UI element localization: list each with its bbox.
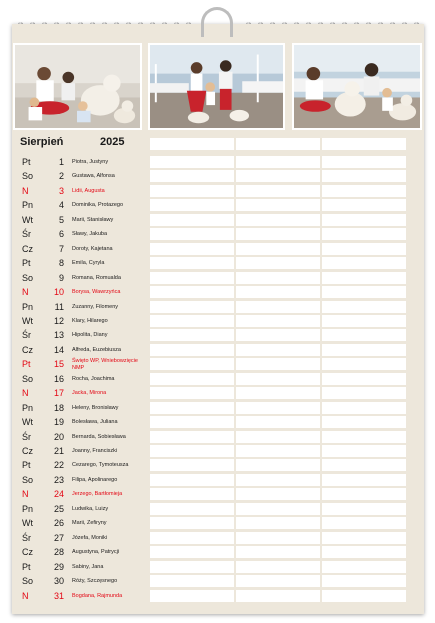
weekday-label: Pn xyxy=(22,200,34,211)
note-cell[interactable] xyxy=(236,546,320,558)
note-cell[interactable] xyxy=(236,488,320,500)
note-cell[interactable] xyxy=(150,138,234,150)
note-cell[interactable] xyxy=(150,387,234,399)
note-cell[interactable] xyxy=(322,272,406,284)
day-number: 3 xyxy=(58,185,64,196)
note-cell[interactable] xyxy=(236,416,320,428)
day-row xyxy=(0,589,148,603)
day-number: 24 xyxy=(53,489,64,500)
day-number: 14 xyxy=(53,344,64,355)
note-cell[interactable] xyxy=(236,344,320,356)
note-cell[interactable] xyxy=(322,170,406,182)
note-cell[interactable] xyxy=(322,329,406,341)
name-day-label: Filipa, Apolinarego xyxy=(72,476,118,483)
day-row xyxy=(0,285,148,299)
day-number: 16 xyxy=(53,373,64,384)
note-cell[interactable] xyxy=(322,373,406,385)
name-day-label: Heleny, Bronisławy xyxy=(72,404,119,411)
note-cell[interactable] xyxy=(322,431,406,443)
note-cell[interactable] xyxy=(236,358,320,370)
note-cell[interactable] xyxy=(322,315,406,327)
note-cell[interactable] xyxy=(150,170,234,182)
day-row xyxy=(0,242,148,256)
note-cell[interactable] xyxy=(150,301,234,313)
day-number: 13 xyxy=(53,330,64,341)
day-number: 25 xyxy=(53,503,64,514)
note-cell[interactable] xyxy=(322,185,406,197)
note-cell[interactable] xyxy=(322,243,406,255)
note-cell[interactable] xyxy=(236,575,320,587)
day-number: 19 xyxy=(53,417,64,428)
note-cell[interactable] xyxy=(322,590,406,602)
weekday-label: Śr xyxy=(22,532,31,543)
name-day-label: Augustyna, Patrycji xyxy=(72,549,120,556)
note-cell[interactable] xyxy=(150,329,234,341)
note-cell[interactable] xyxy=(322,344,406,356)
note-cell[interactable] xyxy=(236,286,320,298)
note-cell[interactable] xyxy=(236,156,320,168)
day-row xyxy=(0,502,148,516)
name-day-label: Bernarda, Sobiesława xyxy=(72,433,126,440)
day-number: 17 xyxy=(53,388,64,399)
weekday-label: N xyxy=(22,489,29,500)
note-cell[interactable] xyxy=(236,590,320,602)
note-cell[interactable] xyxy=(322,503,406,515)
day-row xyxy=(0,328,148,342)
note-cell[interactable] xyxy=(150,546,234,558)
note-cell[interactable] xyxy=(322,214,406,226)
note-cell[interactable] xyxy=(322,257,406,269)
note-cell[interactable] xyxy=(150,517,234,529)
weekday-label: Śr xyxy=(22,330,31,341)
weekday-label: Cz xyxy=(22,344,33,355)
note-cell[interactable] xyxy=(236,243,320,255)
day-number: 5 xyxy=(58,214,64,225)
note-cell[interactable] xyxy=(150,156,234,168)
note-cell[interactable] xyxy=(150,488,234,500)
name-day-label: Klary, Hilarego xyxy=(72,317,108,324)
day-row xyxy=(0,198,148,212)
note-cell[interactable] xyxy=(150,575,234,587)
note-cell[interactable] xyxy=(150,315,234,327)
name-day-label: Jerzego, Bartłomieja xyxy=(72,491,123,498)
note-cell[interactable] xyxy=(322,402,406,414)
weekday-label: Śr xyxy=(22,431,31,442)
day-row xyxy=(0,444,148,458)
note-cell[interactable] xyxy=(236,329,320,341)
note-cell[interactable] xyxy=(150,286,234,298)
weekday-label: Cz xyxy=(22,547,33,558)
name-day-label: Róży, Szczęsnego xyxy=(72,578,118,585)
day-number: 2 xyxy=(58,171,64,182)
note-cell[interactable] xyxy=(322,459,406,471)
note-cell[interactable] xyxy=(150,243,234,255)
day-row xyxy=(0,401,148,415)
day-number: 7 xyxy=(58,243,64,254)
name-day-label: Sławy, Jakuba xyxy=(72,231,108,238)
day-number: 26 xyxy=(53,518,64,529)
note-cell[interactable] xyxy=(322,156,406,168)
day-row xyxy=(0,314,148,328)
day-row xyxy=(0,213,148,227)
name-day-label: Józefa, Moniki xyxy=(72,534,108,541)
note-cell[interactable] xyxy=(236,185,320,197)
note-cell[interactable] xyxy=(236,170,320,182)
note-cell[interactable] xyxy=(150,503,234,515)
note-cell[interactable] xyxy=(150,402,234,414)
note-cell[interactable] xyxy=(236,459,320,471)
day-row xyxy=(0,458,148,472)
weekday-label: N xyxy=(22,287,29,298)
day-row xyxy=(0,516,148,530)
day-row xyxy=(0,415,148,429)
note-cell[interactable] xyxy=(322,546,406,558)
weekday-label: Śr xyxy=(22,229,31,240)
day-row xyxy=(0,357,148,371)
day-number: 1 xyxy=(58,157,64,167)
note-cell[interactable] xyxy=(236,532,320,544)
note-cell[interactable] xyxy=(236,373,320,385)
weekday-label: Cz xyxy=(22,243,33,254)
day-number: 28 xyxy=(53,547,64,558)
day-number: 6 xyxy=(58,229,64,240)
name-day-label: Rocha, Joachima xyxy=(72,375,115,382)
day-row xyxy=(0,184,148,198)
name-day-label: Zuzanny, Filomeny xyxy=(72,303,119,310)
weekday-label: So xyxy=(22,576,34,587)
name-day-label: Marii, Stanisławy xyxy=(72,216,114,223)
note-cell[interactable] xyxy=(322,517,406,529)
weekday-label: Pn xyxy=(22,402,34,413)
note-cell[interactable] xyxy=(236,561,320,573)
note-cell[interactable] xyxy=(236,517,320,529)
weekday-label: So xyxy=(22,373,34,384)
year-title: 2025 xyxy=(100,136,125,148)
note-cell[interactable] xyxy=(322,416,406,428)
note-cell[interactable] xyxy=(322,532,406,544)
note-cell[interactable] xyxy=(150,185,234,197)
note-cell[interactable] xyxy=(150,214,234,226)
note-cell[interactable] xyxy=(322,561,406,573)
name-day-label: Jacka, Mirona xyxy=(72,390,107,397)
note-cell[interactable] xyxy=(150,373,234,385)
note-cell[interactable] xyxy=(150,416,234,428)
note-cell[interactable] xyxy=(150,199,234,211)
name-day-label: Bogdana, Rajmunda xyxy=(72,592,123,599)
weekday-label: Cz xyxy=(22,446,33,456)
name-day-label: Ludwika, Luizy xyxy=(72,505,109,512)
weekday-label: N xyxy=(22,590,29,601)
day-number: 20 xyxy=(53,431,64,442)
name-day-label: Emila, Cyryla xyxy=(72,260,105,267)
day-row xyxy=(0,227,148,241)
note-cell[interactable] xyxy=(150,445,234,457)
note-cell[interactable] xyxy=(322,488,406,500)
weekday-label: Pt xyxy=(22,258,31,269)
day-row xyxy=(0,386,148,400)
note-cell[interactable] xyxy=(322,199,406,211)
name-day-label: Doroty, Kajetana xyxy=(72,245,113,252)
note-cell[interactable] xyxy=(236,138,320,150)
day-number: 23 xyxy=(53,474,64,485)
day-number: 11 xyxy=(54,301,64,312)
weekday-label: Pn xyxy=(22,301,34,312)
note-cell[interactable] xyxy=(150,228,234,240)
day-number: 27 xyxy=(53,532,64,543)
note-cell[interactable] xyxy=(150,459,234,471)
name-day-label: Romana, Romualda xyxy=(72,274,121,281)
day-row xyxy=(0,169,148,183)
note-cell[interactable] xyxy=(150,344,234,356)
note-cell[interactable] xyxy=(236,257,320,269)
day-number: 10 xyxy=(53,287,64,298)
day-number: 12 xyxy=(53,315,64,326)
note-cell[interactable] xyxy=(150,358,234,370)
note-cell[interactable] xyxy=(322,138,406,150)
name-day-label: Hipolita, Diany xyxy=(72,332,108,339)
weekday-label: N xyxy=(22,185,29,196)
weekday-label: Wt xyxy=(22,417,33,428)
day-row xyxy=(0,343,148,357)
day-number: 9 xyxy=(58,272,64,283)
weekday-label: Pt xyxy=(22,157,31,167)
note-cell[interactable] xyxy=(322,228,406,240)
note-cell[interactable] xyxy=(322,387,406,399)
weekday-label: So xyxy=(22,171,34,182)
name-day-label: Dominika, Protazego xyxy=(72,202,124,209)
note-cell[interactable] xyxy=(150,431,234,443)
month-title: Sierpień xyxy=(20,136,64,148)
day-row xyxy=(0,473,148,487)
note-cell[interactable] xyxy=(322,301,406,313)
note-cell[interactable] xyxy=(150,590,234,602)
note-cell[interactable] xyxy=(322,445,406,457)
day-row xyxy=(0,155,148,169)
note-cell[interactable] xyxy=(150,257,234,269)
day-row xyxy=(0,531,148,545)
name-day-label: Piotra, Justyny xyxy=(72,159,109,165)
note-cell[interactable] xyxy=(322,286,406,298)
note-cell[interactable] xyxy=(322,474,406,486)
day-row xyxy=(0,574,148,588)
name-day-label: Joanny, Franciszki xyxy=(72,448,118,454)
note-cell[interactable] xyxy=(236,431,320,443)
note-cell[interactable] xyxy=(150,532,234,544)
note-cell[interactable] xyxy=(236,199,320,211)
day-number: 15 xyxy=(53,359,64,370)
note-cell[interactable] xyxy=(236,272,320,284)
weekday-label: So xyxy=(22,272,34,283)
day-number: 18 xyxy=(53,402,64,413)
note-cell[interactable] xyxy=(236,503,320,515)
day-number: 8 xyxy=(58,258,64,269)
name-day-label: Marii, Zefiryny xyxy=(72,520,107,527)
note-cell[interactable] xyxy=(150,272,234,284)
name-day-label: Alfreda, Euzebiusza xyxy=(72,346,121,353)
day-row xyxy=(0,560,148,574)
weekday-label: Pt xyxy=(22,561,31,572)
weekday-label: Pt xyxy=(22,359,31,370)
day-number: 4 xyxy=(58,200,64,211)
name-day-label: Borysa, Wawrzyńca xyxy=(72,289,121,296)
name-day-label: Bolesława, Juliana xyxy=(72,419,118,426)
day-row xyxy=(0,545,148,559)
day-number: 31 xyxy=(53,590,64,601)
note-cell[interactable] xyxy=(236,402,320,414)
day-row xyxy=(0,430,148,444)
note-cell[interactable] xyxy=(236,315,320,327)
day-number: 30 xyxy=(53,576,64,587)
name-day-label: Sabiny, Jana xyxy=(72,563,104,570)
weekday-label: So xyxy=(22,474,34,485)
weekday-label: N xyxy=(22,388,29,399)
note-cell[interactable] xyxy=(150,561,234,573)
note-cell[interactable] xyxy=(322,575,406,587)
day-number: 22 xyxy=(53,460,64,471)
weekday-label: Pn xyxy=(22,503,34,514)
weekday-label: Wt xyxy=(22,518,33,529)
note-cell[interactable] xyxy=(322,358,406,370)
weekday-label: Pt xyxy=(22,460,31,471)
note-cell[interactable] xyxy=(236,228,320,240)
day-row xyxy=(0,487,148,501)
name-day-label: Cezarego, Tymoteusza xyxy=(72,462,129,469)
note-cell[interactable] xyxy=(236,445,320,457)
name-day-label: Lidii, Augusta xyxy=(72,187,105,194)
day-number: 21 xyxy=(53,446,64,456)
day-row xyxy=(0,271,148,285)
note-cell[interactable] xyxy=(236,301,320,313)
note-cell[interactable] xyxy=(150,474,234,486)
name-day-label: Święto WP, Wniebowzięcie NMP xyxy=(72,358,138,371)
weekday-label: Wt xyxy=(22,315,33,326)
name-day-label: Gustawa, Alfonsa xyxy=(72,173,115,180)
day-number: 29 xyxy=(53,561,64,572)
note-cell[interactable] xyxy=(236,387,320,399)
day-row xyxy=(0,256,148,270)
day-row xyxy=(0,372,148,386)
note-cell[interactable] xyxy=(236,214,320,226)
note-cell[interactable] xyxy=(236,474,320,486)
weekday-label: Wt xyxy=(22,214,33,225)
day-row xyxy=(0,300,148,314)
